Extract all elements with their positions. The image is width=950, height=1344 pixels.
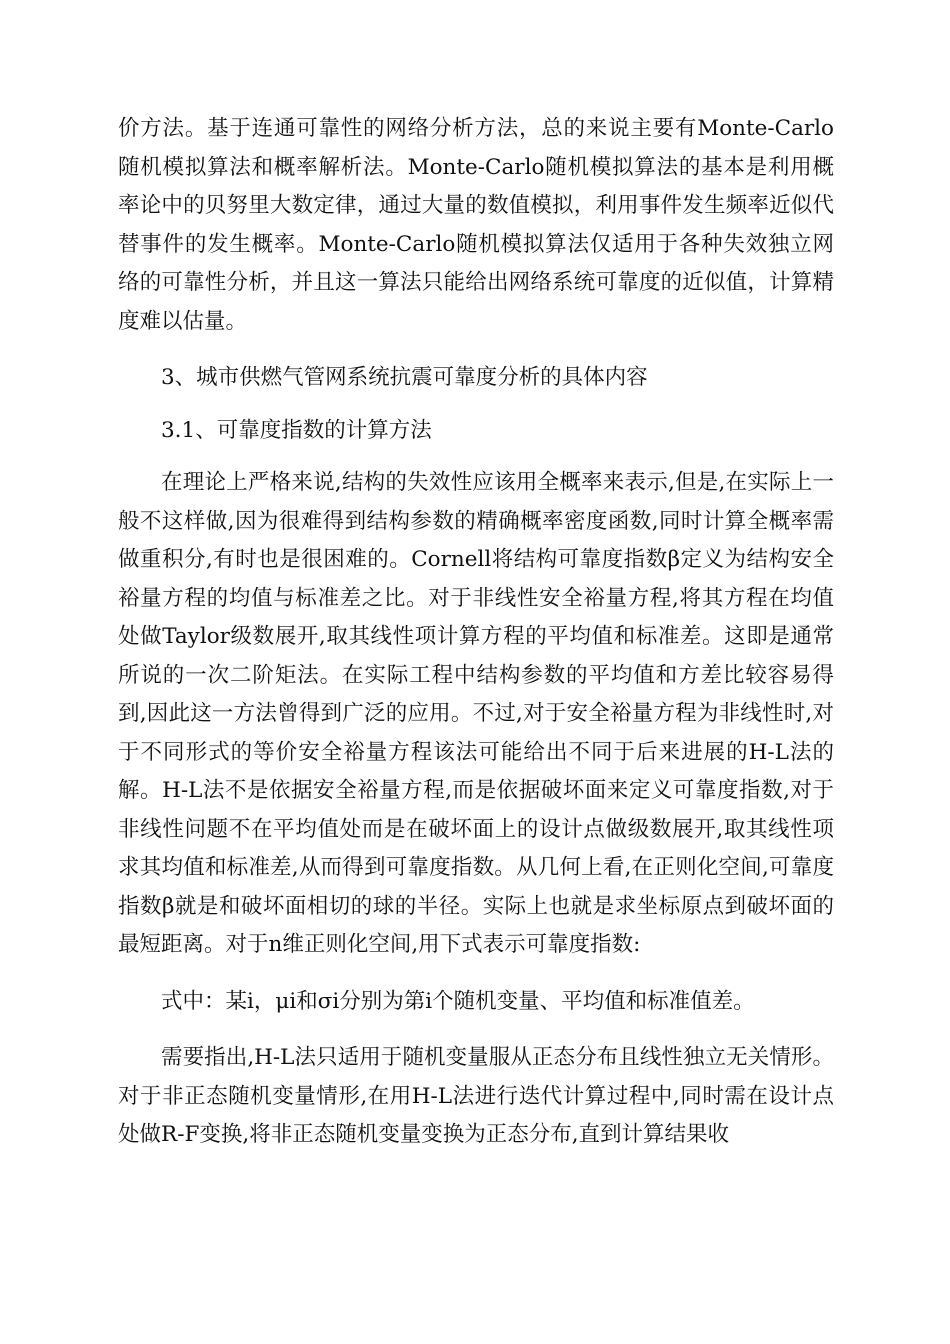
document-page	[118, 110, 834, 1155]
paragraph-hl-method-note: 需要指出,H-L法只适用于随机变量服从正态分布且线性独立无关情形。对于非正态随机变量情形,在用H-L法进行迭代计算过程中,同时需在设计点处做R-F变换,将非正态随机变量变换为正态分布,直到计算结果收	[118, 1045, 834, 1147]
section-heading-3-1: 3.1、可靠度指数的计算方法	[161, 417, 432, 443]
paragraph-variable-definitions: 式中：某i，μi和σi分别为第i个随机变量、平均值和标准值差。	[161, 988, 755, 1014]
paragraph-monte-carlo: 价方法。基于连通可靠性的网络分析方法，总的来说主要有Monte-Carlo随机模拟算法和概率解析法。Monte-Carlo随机模拟算法的基本是利用概率论中的贝努里大数定律，通过大量的数值模拟，利用事件发生频率近似代替事件的发生概率。Monte-Carlo随机模拟算法仅适用于各种失效独立网络的可靠性分析，并且这一算法只能给出网络系统可靠度的近似值，计算精度难以估量。	[118, 116, 834, 334]
section-heading-3: 3、城市供燃气管网系统抗震可靠度分析的具体内容	[161, 365, 648, 390]
paragraph-reliability-index: 在理论上严格来说,结构的失效性应该用全概率来表示,但是,在实际上一般不这样做,因为很难得到结构参数的精确概率密度函数,同时计算全概率需做重积分,有时也是很困难的。Cornell将结构可靠度指数β定义为结构安全裕量方程的均值与标准差之比。对于非线性安全裕量方程,将其方程在均值处做Taylor级数展开,取其线性项计算方程的平均值和标准差。这即是通常所说的一次二阶矩法。在实际工程中结构参数的平均值和方差比较容易得到,因此这一方法曾得到广泛的应用。不过,对于安全裕量方程为非线性时,对于不同形式的等价安全裕量方程该法可能给出不同于后来进展的H-L法的解。H-L法不是依据安全裕量方程,而是依据破坏面来定义可靠度指数,对于非线性问题不在平均值处而是在破坏面上的设计点做级数展开,取其线性项求其均值和标准差,从而得到可靠度指数。从几何上看,在正则化空间,可靠度指数β就是和破坏面相切的球的半径。实际上也就是求坐标原点到破坏面的最短距离。对于n维正则化空间,用下式表示可靠度指数:	[118, 470, 834, 957]
